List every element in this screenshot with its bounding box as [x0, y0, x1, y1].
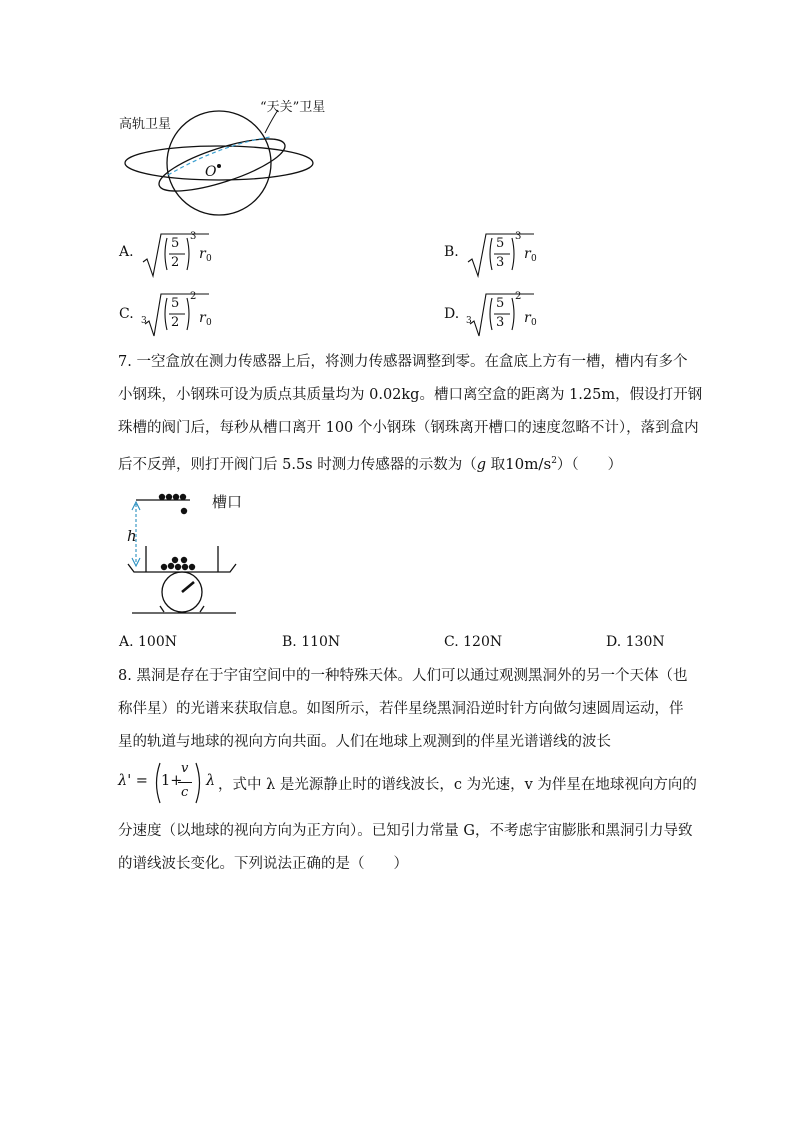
dashed-great-circle: [168, 137, 270, 175]
q6-b-var: r: [524, 246, 531, 262]
q8-formula-lhs: λ' =: [118, 773, 148, 789]
paren-right-icon: [194, 761, 204, 805]
q8-line-3: 星的轨道与地球的视向方向共面。人们在地球上观测到的伴星光谱谱线的波长: [118, 734, 611, 750]
q8-line-4: 分速度（以地球的视向方向为正方向）。已知引力常量 G，不考虑宇宙膨胀和黑洞引力导致: [118, 823, 693, 839]
q7-option-b-value: 110N: [301, 634, 341, 650]
q6-d-num: 5: [496, 296, 505, 311]
q7-line-4-suffix: ）（ ）: [556, 456, 623, 473]
q7-line-1: 7. 一空盒放在测力传感器上后，将测力传感器调整到零。在盒底上方有一槽，槽内有多个: [118, 354, 688, 370]
label-tianguan-satellite: “天关”卫星: [260, 100, 326, 115]
q8-question-text: [118, 660, 688, 759]
q8-formula-rhs: λ: [206, 773, 216, 789]
q7-line-4: [118, 445, 678, 482]
q6-option-d-letter: D.: [444, 306, 460, 322]
label-h: h: [127, 527, 137, 545]
label-center-o: O: [205, 164, 217, 180]
q6-option-b-letter: B.: [444, 244, 459, 260]
q6-c-num: 5: [171, 296, 180, 311]
q6-b-sub: 0: [531, 254, 537, 264]
q7-option-a-letter: A.: [119, 634, 134, 650]
tianguan-orbit-ellipse: [154, 128, 290, 201]
q7-option-a[interactable]: [119, 634, 177, 650]
label-high-orbit-satellite: 高轨卫星: [119, 117, 172, 132]
q6-d-den: 3: [496, 315, 505, 330]
q7-question-text: [118, 346, 703, 482]
q7-line-2: 小钢珠，小钢珠可设为质点其质量均为 0.02kg。槽口离空盒的距离为 1.25m，假设打开钢: [118, 387, 703, 403]
q7-option-d-value: 130N: [625, 634, 665, 650]
q8-formula-num: v: [181, 761, 189, 776]
q7-option-c[interactable]: [444, 634, 502, 650]
q6-a-exp: 3: [190, 231, 197, 242]
q8-formula-tail: ，式中 λ 是光源静止时的谱线波长，c 为光速，v 为伴星在地球视向方向的: [218, 777, 697, 793]
q7-option-d[interactable]: [606, 634, 665, 650]
q6-c-root-index: 3: [141, 316, 147, 326]
fraction-bar: [178, 782, 192, 783]
q6-b-exp: 3: [515, 231, 522, 242]
q7-option-a-value: 100N: [138, 634, 177, 650]
q7-option-b[interactable]: [282, 634, 340, 650]
q7-option-c-value: 120N: [463, 634, 503, 650]
q6-b-den: 3: [496, 255, 505, 270]
q6-d-sub: 0: [531, 318, 537, 328]
q8-formula-den: c: [181, 785, 189, 800]
q6-option-c-letter: C.: [119, 306, 134, 322]
q7-g-value: 10m/s: [505, 454, 552, 473]
q7-g-exp: 2: [551, 456, 557, 466]
q6-a-var: r: [199, 246, 206, 262]
q6-a-sub: 0: [206, 254, 212, 264]
q6-c-sub: 0: [206, 318, 212, 328]
q6-c-exp: 2: [190, 291, 197, 302]
center-point: [217, 164, 221, 168]
q6-a-num: 5: [171, 236, 180, 251]
q7-line-3: 珠槽的阀门后，每秒从槽口离开 100 个小钢珠（钢珠离开槽口的速度忽略不计），落到盒内: [118, 420, 699, 436]
q7-g-text: 取: [486, 456, 506, 473]
q6-d-var: r: [524, 310, 531, 326]
q8-formula-line: [118, 759, 697, 807]
q6-a-den: 2: [171, 255, 180, 270]
q8-line-1: 8. 黑洞是存在于宇宙空间中的一种特殊天体。人们可以通过观测黑洞外的另一个天体（也: [118, 668, 688, 684]
q6-c-den: 2: [171, 315, 180, 330]
q8-formula-one: 1+: [161, 773, 183, 789]
q7-option-d-letter: D.: [606, 634, 622, 650]
q6-option-a-letter: A.: [119, 244, 134, 260]
q7-line-4-prefix: 后不反弹，则打开阀门后 5.5s 时测力传感器的示数为（: [118, 456, 477, 473]
q7-option-c-letter: C.: [444, 634, 459, 650]
q8-line-5: 的谱线波长变化。下列说法正确的是（ ）: [118, 856, 408, 872]
q6-c-var: r: [199, 310, 206, 326]
label-slot: 槽口: [212, 493, 243, 511]
q7-g-symbol: g: [476, 456, 487, 473]
q8-line-2: 称伴星）的光谱来获取信息。如图所示，若伴星绕黑洞沿逆时针方向做匀速圆周运动，伴: [118, 701, 684, 717]
q6-b-num: 5: [496, 236, 505, 251]
q7-option-b-letter: B.: [282, 634, 297, 650]
q6-d-root-index: 3: [466, 316, 472, 326]
q8-question-text-continued: [118, 815, 693, 881]
q6-d-exp: 2: [515, 291, 522, 302]
